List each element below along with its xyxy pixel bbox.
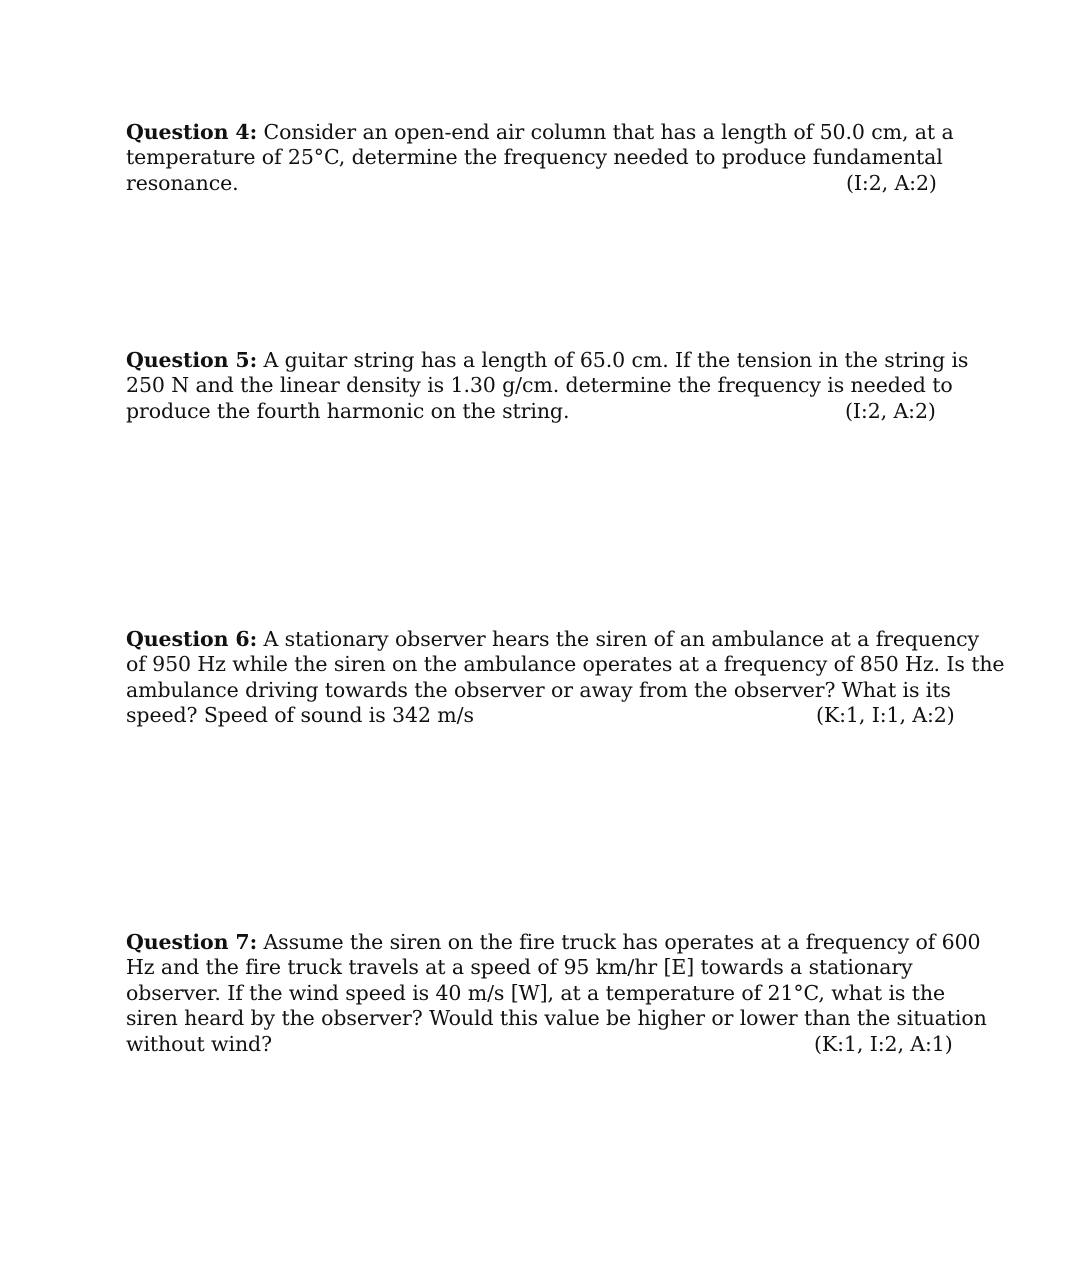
question-label: Question 7: [126,930,258,954]
question-text: Consider an open-end air column that has a length of 50.0 cm, at a [257,120,954,144]
question-line [126,120,954,145]
question-text: resonance. [126,170,239,195]
question-line: siren heard by the observer? Would this value be higher or lower than the situation [126,1006,987,1031]
question-6 [126,627,1005,729]
question-text: A guitar string has a length of 65.0 cm. If the tension in the string is [257,348,969,372]
question-text: without wind? [126,1031,272,1056]
question-label: Question 5: [126,348,258,372]
question-line [126,1031,953,1057]
question-7 [126,930,987,1057]
question-line: ambulance driving towards the observer or away from the observer? What is its [126,677,951,702]
question-line [126,398,936,424]
question-text: A stationary observer hears the siren of an ambulance at a frequency [257,627,980,651]
marks-breakdown: (I:2, A:2) [845,398,936,423]
question-4 [126,120,954,196]
question-line: Hz and the fire truck travels at a speed of 95 km/hr [E] towards a stationary [126,955,913,980]
marks-breakdown: (I:2, A:2) [846,170,937,195]
question-label: Question 4: [126,120,258,144]
question-text: Assume the siren on the fire truck has operates at a frequency of 600 [257,930,981,954]
question-line [126,930,981,955]
question-5 [126,348,969,424]
marks-breakdown: (K:1, I:2, A:1) [814,1031,953,1056]
question-line [126,170,937,196]
question-line [126,348,969,373]
question-text: produce the fourth harmonic on the string. [126,398,570,423]
question-line [126,627,980,652]
question-line: 250 N and the linear density is 1.30 g/cm. determine the frequency is needed to [126,373,953,398]
marks-breakdown: (K:1, I:1, A:2) [816,703,955,728]
question-line [126,703,955,728]
question-line: temperature of 25°C, determine the frequency needed to produce fundamental [126,145,943,170]
question-line: observer. If the wind speed is 40 m/s [W], at a temperature of 21°C, what is the [126,980,946,1005]
question-label: Question 6: [126,627,258,651]
question-text: speed? Speed of sound is 342 m/s [126,703,474,728]
question-line: of 950 Hz while the siren on the ambulance operates at a frequency of 850 Hz. Is the [126,652,1005,677]
